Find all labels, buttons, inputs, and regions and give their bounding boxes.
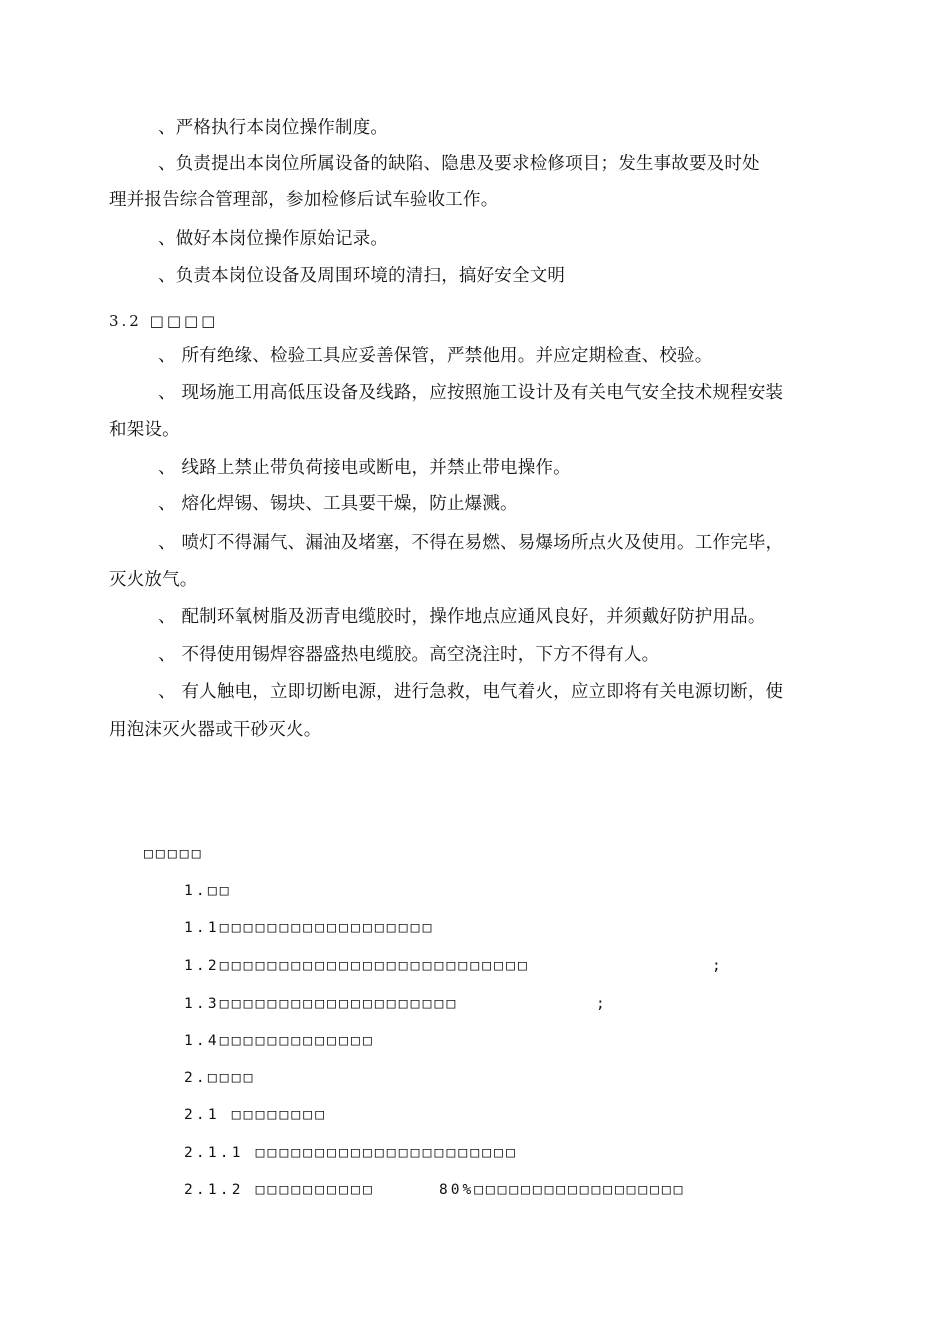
duty-line-1: 、严格执行本岗位操作制度。 [158,118,389,138]
item-2-1: 2.1 □□□□□□□□ [184,1107,328,1123]
item-1-2-semicolon: ; [712,958,721,974]
garbled-title: □□□□□ [144,846,204,862]
section-heading [109,309,218,333]
rule-3: 、 线路上禁止带负荷接电或断电，并禁止带电操作。 [158,458,571,478]
item-1-2: 1.2□□□□□□□□□□□□□□□□□□□□□□□□□□ [184,958,530,974]
rule-2-cont: 和架设。 [109,420,180,440]
rule-5: 、 喷灯不得漏气、漏油及堵塞，不得在易燃、易爆场所点火及使用。工作完毕， [158,533,784,553]
item-2-1-1: 2.1.1 □□□□□□□□□□□□□□□□□□□□□□ [184,1145,519,1161]
rule-8-cont: 用泡沫灭火器或干砂灭火。 [109,720,322,740]
item-1-3-semicolon: ; [596,996,605,1012]
duty-line-2: 、负责提出本岗位所属设备的缺陷、隐患及要求检修项目；发生事故要及时处 [158,154,760,174]
duty-line-3: 、做好本岗位操作原始记录。 [158,229,389,249]
item-2: 2.□□□□ [184,1070,256,1086]
rule-7: 、 不得使用锡焊容器盛热电缆胶。高空浇注时，下方不得有人。 [158,645,660,665]
section-number: 3.2 [109,312,142,330]
item-2-1-2-percent: 80%□□□□□□□□□□□□□□□□□□ [439,1182,686,1198]
duty-line-2-cont: 理并报告综合管理部，参加检修后试车验收工作。 [109,190,499,210]
item-1: 1.□□ [184,883,232,899]
item-1-4: 1.4□□□□□□□□□□□□□ [184,1033,375,1049]
item-2-1-2: 2.1.2 □□□□□□□□□□ [184,1182,375,1198]
rule-1: 、 所有绝缘、检验工具应妥善保管，严禁他用。并应定期检查、校验。 [158,346,713,366]
rule-2: 、 现场施工用高低压设备及线路，应按照施工设计及有关电气安全技术规程安装 [158,383,784,403]
rule-5-cont: 灭火放气。 [109,570,198,590]
duty-line-4: 、负责本岗位设备及周围环境的清扫，搞好安全文明 [158,266,566,286]
item-1-1: 1.1□□□□□□□□□□□□□□□□□□ [184,920,435,936]
item-1-3: 1.3□□□□□□□□□□□□□□□□□□□□ [184,996,459,1012]
rule-4: 、 熔化焊锡、锡块、工具要干燥，防止爆溅。 [158,494,518,514]
rule-8: 、 有人触电，立即切断电源，进行急救，电气着火，应立即将有关电源切断，使 [158,682,784,702]
section-title: □□□□ [149,312,219,330]
rule-6: 、 配制环氧树脂及沥青电缆胶时，操作地点应通风良好，并须戴好防护用品。 [158,607,766,627]
